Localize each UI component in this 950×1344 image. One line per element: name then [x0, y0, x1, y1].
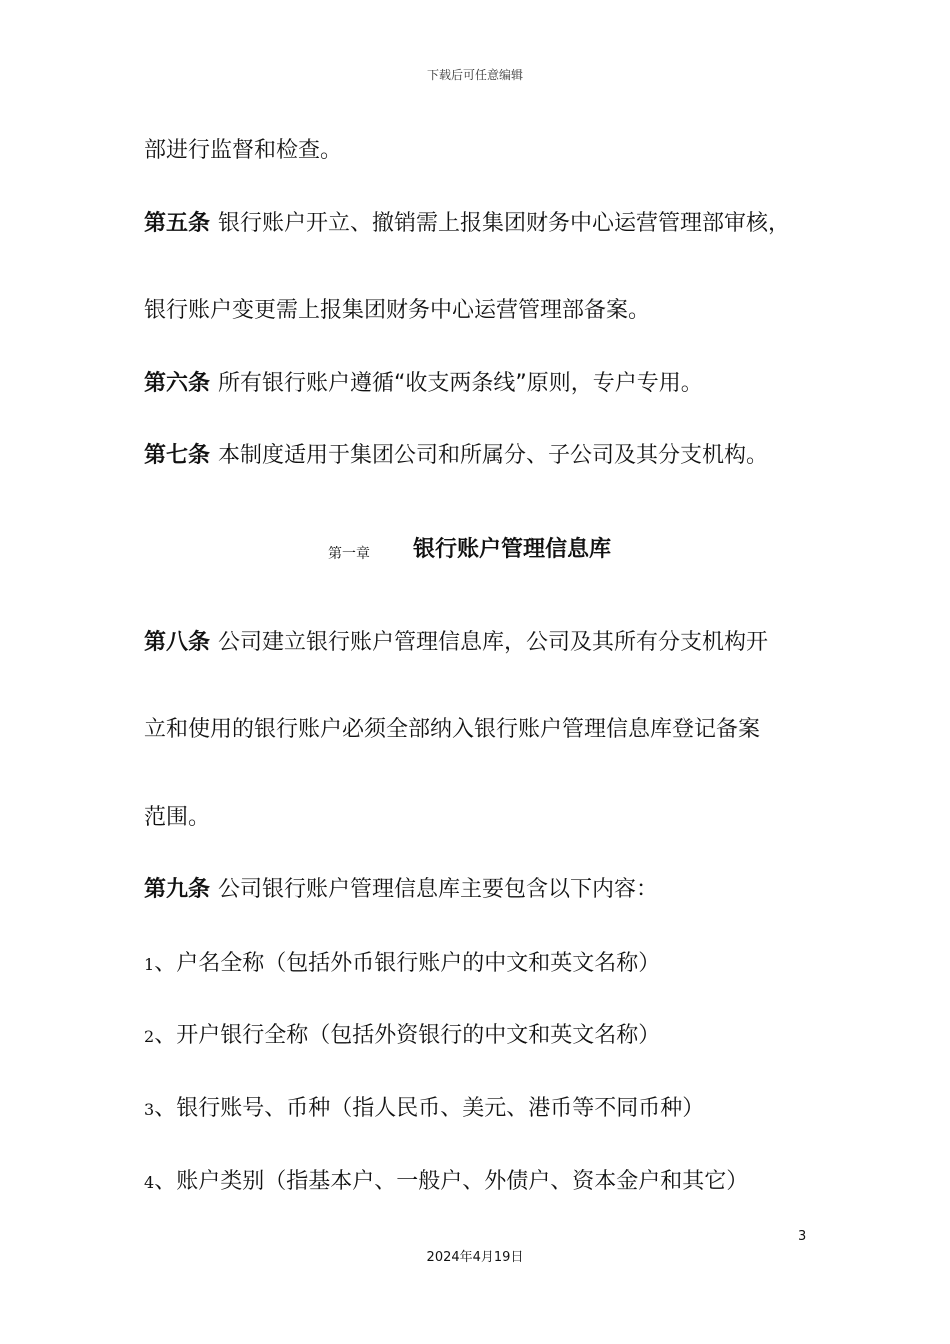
article-8-line-2: [144, 715, 760, 745]
article-5-line-2: [144, 296, 650, 326]
list-item-number: 1: [144, 955, 155, 974]
article-label: 第九条: [144, 877, 211, 902]
list-item: [144, 949, 660, 980]
paragraph-continuation: [144, 136, 342, 166]
article-5-line-1: [144, 209, 790, 239]
article-text: 本制度适用于集团公司和所属分、子公司及其分支机构。: [218, 443, 769, 468]
article-text: 公司银行账户管理信息库主要包含以下内容：: [218, 877, 659, 902]
article-text: 所有银行账户遵循“收支两条线”原则，专户专用。: [218, 371, 703, 396]
article-7: [144, 441, 768, 471]
chapter-label: 第一章: [328, 546, 370, 562]
article-text: 公司建立银行账户管理信息库，公司及其所有分支机构开: [218, 630, 769, 655]
list-item: [144, 1021, 660, 1052]
article-label: 第八条: [144, 630, 211, 655]
article-label: 第六条: [144, 371, 211, 396]
header-note: 下载后可任意编辑: [426, 68, 523, 82]
page-number: 3: [798, 1229, 807, 1244]
article-label: 第七条: [144, 443, 211, 468]
list-item-number: 3: [144, 1100, 155, 1119]
list-item: [144, 1167, 748, 1198]
article-text: 银行账户变更需上报集团财务中心运营管理部备案。: [144, 298, 651, 323]
list-item-text: 、账户类别（指基本户、一般户、外债户、资本金户和其它）: [154, 1169, 749, 1194]
chapter-title: 银行账户管理信息库: [413, 537, 612, 562]
list-item-text: 、银行账号、币种（指人民币、美元、港币等不同币种）: [154, 1096, 705, 1121]
chapter-heading: [0, 533, 950, 567]
list-item: [144, 1094, 704, 1125]
paragraph-text: 部进行监督和检查。: [144, 138, 343, 163]
article-text: 银行账户开立、撤销需上报集团财务中心运营管理部审核，: [218, 211, 791, 236]
footer-date: 2024年4月19日: [426, 1250, 524, 1265]
list-item-number: 4: [144, 1173, 155, 1192]
list-item-text: 、户名全称（包括外币银行账户的中文和英文名称）: [154, 951, 661, 976]
article-text: 立和使用的银行账户必须全部纳入银行账户管理信息库登记备案: [144, 717, 761, 742]
article-8-line-3: [144, 803, 210, 833]
article-label: 第五条: [144, 211, 211, 236]
article-9: [144, 875, 658, 905]
article-text: 范围。: [144, 805, 211, 830]
article-6: [144, 369, 703, 399]
article-8-line-1: [144, 628, 768, 658]
list-item-text: 、开户银行全称（包括外资银行的中文和英文名称）: [154, 1023, 661, 1048]
list-item-number: 2: [144, 1027, 155, 1046]
